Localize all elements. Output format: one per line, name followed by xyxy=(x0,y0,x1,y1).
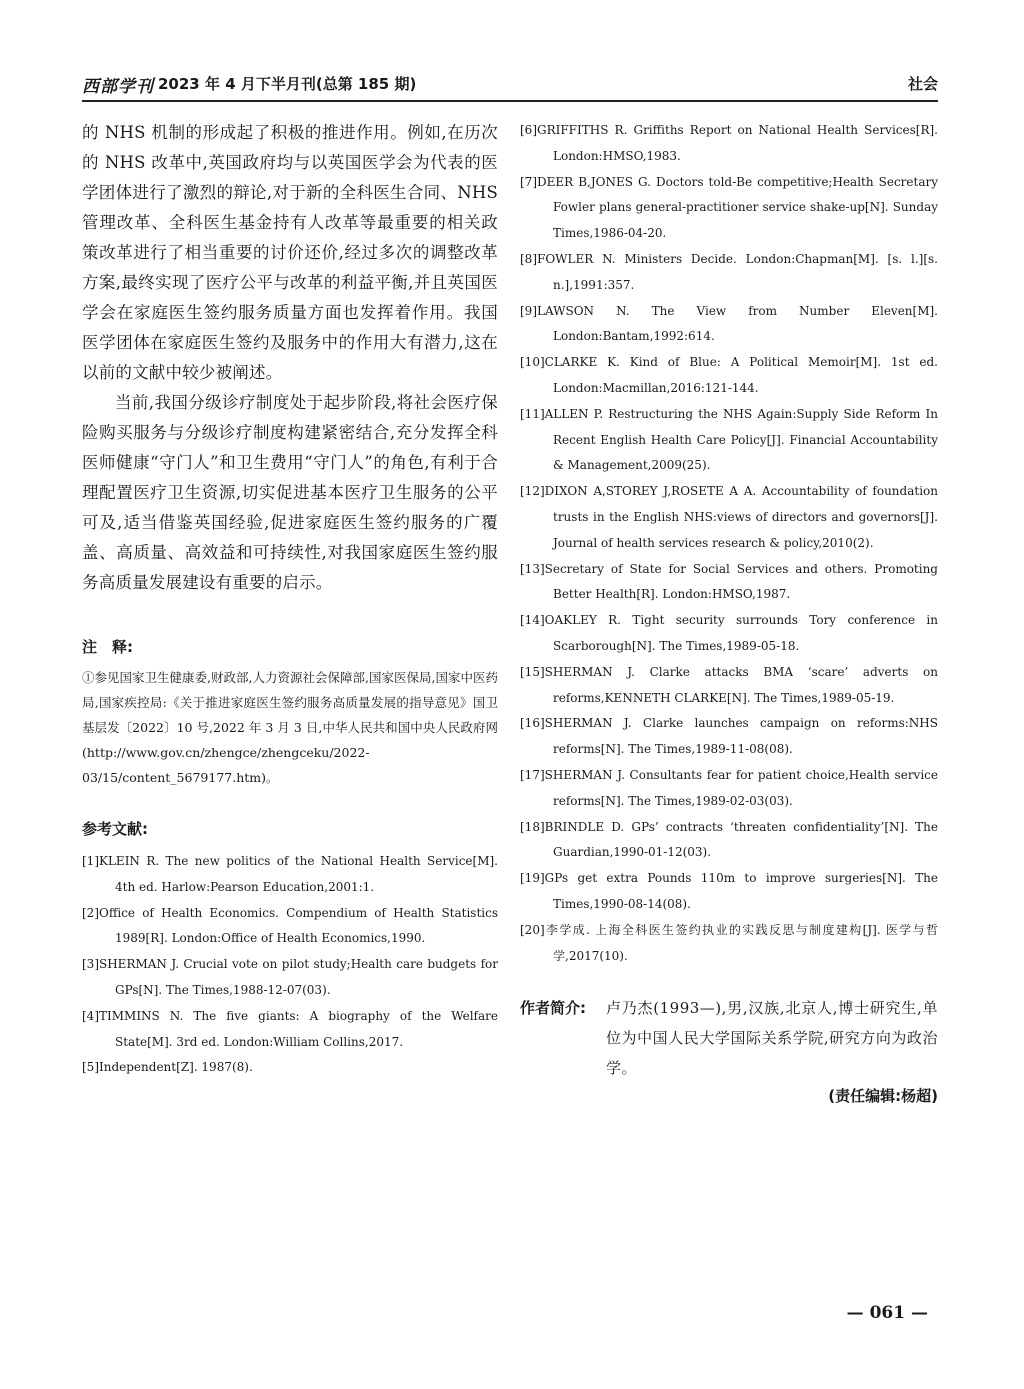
body-paragraph: 的 NHS 机制的形成起了积极的推进作用。例如,在历次的 NHS 改革中,英国政府均与以英国医学会为代表的医学团体进行了激烈的辩论,对于新的全科医生合同、NHS 管理改革、全科医生基金持有人改革等最重要的相关政策改革进行了相当重要的讨价还价,经过多次的调整改革方案,最终实现了医疗公平与改革的利益平衡,并且英国医学会在家庭医生签约服务质量方面也发挥着作用。我国医学团体在家庭医生签约及服务中的作用大有潜力,这在以前的文献中较少被阐述。 xyxy=(82,123,498,382)
reference-item: [19]GPs get extra Pounds 110m to improve surgeries[N]. The Times,1990-08-14(08). xyxy=(520,871,938,911)
reference-item: [16]SHERMAN J. Clarke launches campaign on reforms:NHS reforms[N]. The Times,1989-11-08(08). xyxy=(520,716,938,757)
page-header xyxy=(82,70,938,102)
notes-heading: 注 释: xyxy=(82,638,133,656)
reference-item: [10]CLARKE K. Kind of Blue: A Political Memoir[M]. 1st ed. London:Macmillan,2016:121-144. xyxy=(520,355,938,395)
author-text: 卢乃杰(1993—),男,汉族,北京人,博士研究生,单位为中国人民大学国际关系学院,研究方向为政治学。 xyxy=(606,999,938,1078)
journal-logo: 西部学刊 xyxy=(82,77,154,97)
reference-list-right xyxy=(520,118,938,969)
reference-item: [11]ALLEN P. Restructuring the NHS Again:Supply Side Reform In Recent English Health Care Policy[J]. Financial Accountability & Management,2009(25). xyxy=(520,406,938,473)
reference-list-left xyxy=(82,849,498,1081)
reference-item: [18]BRINDLE D. GPs’ contracts ‘threaten confidentiality’[N]. The Guardian,1990-01-12(03). xyxy=(520,819,938,860)
reference-item: [7]DEER B,JONES G. Doctors told-Be competitive;Health Secretary Fowler plans general-practitioner service shake-up[N]. Sunday Times,1986-04-20. xyxy=(520,174,938,241)
reference-item: [14]OAKLEY R. Tight security surrounds Tory conference in Scarborough[N]. The Times,1989-05-18. xyxy=(520,613,938,653)
reference-item: [4]TIMMINS N. The five giants: A biography of the Welfare State[M]. 3rd ed. London:William Collins,2017. xyxy=(82,1008,498,1049)
note-item: ①参见国家卫生健康委,财政部,人力资源社会保障部,国家医保局,国家中医药局,国家疾控局:《关于推进家庭医生签约服务高质量发展的指导意见》国卫基层发〔2022〕10 号,2022 年 3 月 3 日,中华人民共和国中央人民政府网(http://www.gov.cn/zhengce/zhengceku/2022-03/15/content_5679177.htm)。 xyxy=(82,670,498,785)
reference-item: [2]Office of Health Economics. Compendium of Health Statistics 1989[R]. London:Office of Health Economics,1990. xyxy=(82,905,498,946)
issue-info: 2023 年 4 月下半月刊(总第 185 期) xyxy=(158,75,417,93)
references-heading: 参考文献: xyxy=(82,820,148,838)
left-column xyxy=(82,118,498,1081)
right-column xyxy=(520,118,938,1106)
reference-item: [8]FOWLER N. Ministers Decide. London:Chapman[M]. [s. l.][s. n.],1991:357. xyxy=(520,251,938,292)
reference-item: [17]SHERMAN J. Consultants fear for patient choice,Health service reforms[N]. The Times,1989-02-03(03). xyxy=(520,767,938,808)
reference-item: [5]Independent[Z]. 1987(8). xyxy=(82,1060,253,1075)
reference-item: [15]SHERMAN J. Clarke attacks BMA ‘scare’ adverts on reforms,KENNETH CLARKE[N]. The Times,1989-05-19. xyxy=(520,664,938,705)
reference-item: [3]SHERMAN J. Crucial vote on pilot study;Health care budgets for GPs[N]. The Times,1988-12-07(03). xyxy=(82,957,498,997)
reference-item: [1]KLEIN R. The new politics of the National Health Service[M]. 4th ed. Harlow:Pearson Education,2001:1. xyxy=(82,854,498,894)
reference-item: [6]GRIFFITHS R. Griffiths Report on National Health Services[R]. London:HMSO,1983. xyxy=(520,123,938,163)
reference-item: [12]DIXON A,STOREY J,ROSETE A A. Accountability of foundation trusts in the English NHS:views of directors and governors[J]. Journal of health services research & policy,2010(2). xyxy=(520,484,938,550)
section-label: 社会 xyxy=(907,75,938,93)
author-bio xyxy=(520,993,938,1083)
reference-item: [20]李学成. 上海全科医生签约执业的实践反思与制度建构[J]. 医学与哲学,2017(10). xyxy=(520,922,938,963)
reference-item: [13]Secretary of State for Social Services and others. Promoting Better Health[R]. London:HMSO,1987. xyxy=(520,561,938,602)
reference-item: [9]LAWSON N. The View from Number Eleven[M]. London:Bantam,1992:614. xyxy=(520,303,938,344)
author-label: 作者简介: xyxy=(520,999,586,1018)
editor-credit: (责任编辑:杨超) xyxy=(828,1087,938,1106)
page-number: — 061 — xyxy=(846,1303,928,1323)
body-paragraph: 当前,我国分级诊疗制度处于起步阶段,将社会医疗保险购买服务与分级诊疗制度构建紧密结合,充分发挥全科医师健康“守门人”和卫生费用“守门人”的角色,有利于合理配置医疗卫生资源,切实促进基本医疗卫生服务的公平可及,适当借鉴英国经验,促进家庭医生签约服务的广覆盖、高质量、高效益和可持续性,对我国家庭医生签约服务高质量发展建设有重要的启示。 xyxy=(82,393,498,592)
